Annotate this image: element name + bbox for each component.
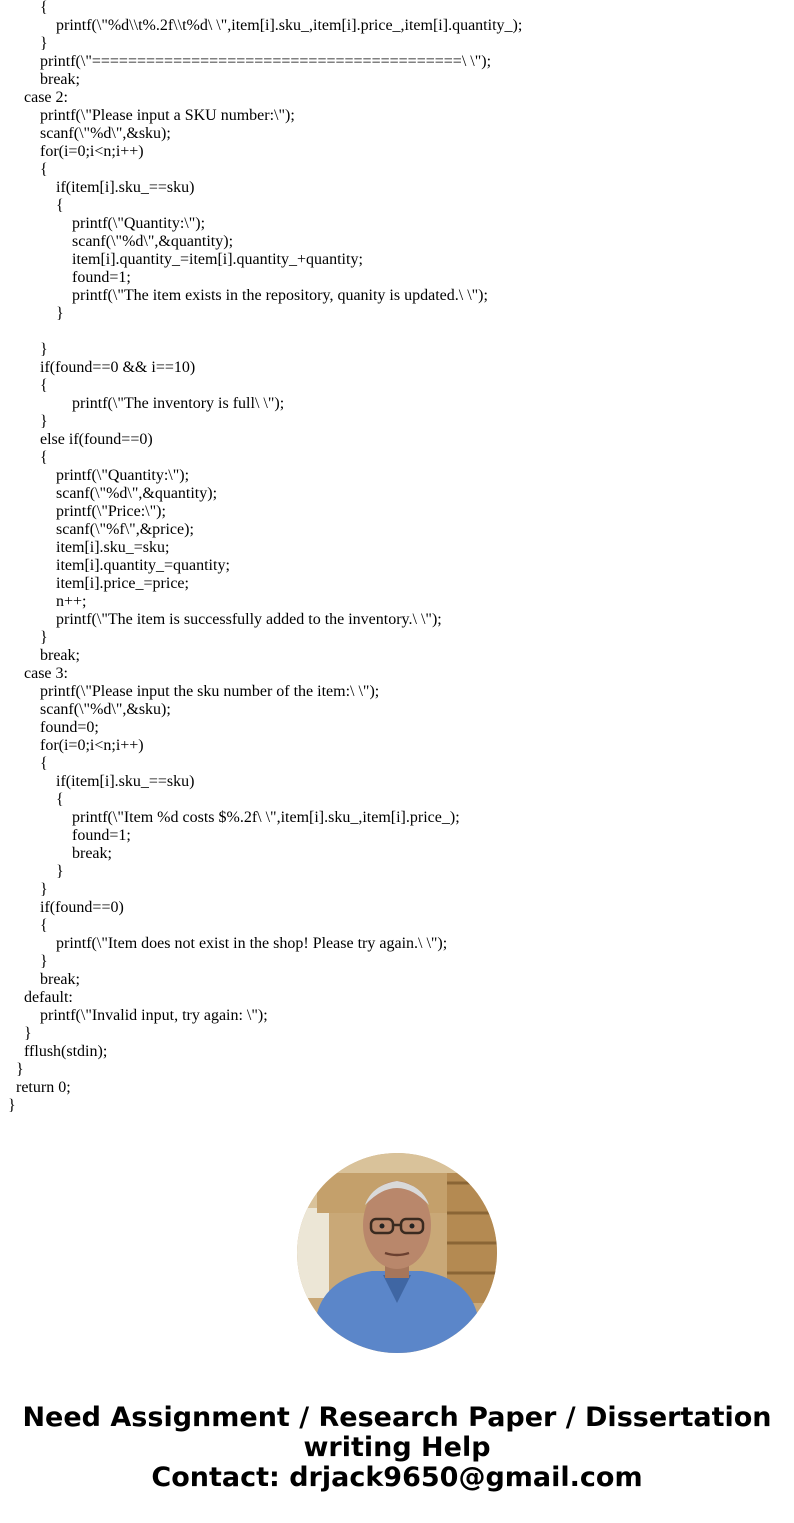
code-line: { [8, 161, 48, 178]
code-line: printf(\"Invalid input, try again: \"); [8, 1007, 268, 1024]
code-line: printf(\"Quantity:\"); [8, 467, 190, 484]
code-line: item[i].quantity_=quantity; [8, 557, 230, 574]
promo-contact: Contact: drjack9650@gmail.com [151, 1462, 643, 1493]
code-line: found=0; [8, 719, 99, 736]
code-line: default: [8, 989, 73, 1006]
code-line: printf(\"=========================================\ \"); [8, 53, 492, 70]
author-photo [297, 1153, 497, 1353]
code-line: } [8, 1061, 24, 1078]
code-line: for(i=0;i<n;i++) [8, 737, 144, 754]
code-line: if(found==0) [8, 899, 124, 916]
code-line: printf(\"Item does not exist in the shop! Please try again.\ \"); [8, 935, 448, 952]
code-line: item[i].sku_=sku; [8, 539, 170, 556]
code-line: } [8, 1025, 32, 1042]
code-line: printf(\"%d\\t%.2f\\t%d\ \",item[i].sku_,item[i].price_,item[i].quantity_); [8, 17, 523, 34]
code-line: scanf(\"%f\",&price); [8, 521, 194, 538]
code-line: break; [8, 71, 80, 88]
code-line: fflush(stdin); [8, 1043, 108, 1060]
code-line: { [8, 449, 48, 466]
code-line: { [8, 917, 48, 934]
code-line: } [8, 305, 64, 322]
code-line: } [8, 35, 48, 52]
portrait-image [297, 1153, 497, 1353]
contact-promo [0, 1403, 794, 1493]
code-line: scanf(\"%d\",&quantity); [8, 485, 218, 502]
code-line: if(item[i].sku_==sku) [8, 773, 195, 790]
code-line: printf(\"Please input a SKU number:\"); [8, 107, 295, 124]
code-line: break; [8, 971, 80, 988]
code-line: found=1; [8, 827, 131, 844]
code-line: found=1; [8, 269, 131, 286]
code-line: scanf(\"%d\",&quantity); [8, 233, 234, 250]
code-line: } [8, 341, 48, 358]
code-line: for(i=0;i<n;i++) [8, 143, 144, 160]
code-line: else if(found==0) [8, 431, 153, 448]
code-line: { [8, 0, 48, 16]
code-line: scanf(\"%d\",&sku); [8, 125, 171, 142]
code-line: case 3: [8, 665, 68, 682]
code-line: printf(\"The item is successfully added to the inventory.\ \"); [8, 611, 442, 628]
code-line: } [8, 953, 48, 970]
code-line: break; [8, 845, 112, 862]
code-line: printf(\"Item %d costs $%.2f\ \",item[i].sku_,item[i].price_); [8, 809, 460, 826]
code-line: } [8, 629, 48, 646]
code-line: printf(\"The inventory is full\ \"); [8, 395, 285, 412]
code-listing [8, 0, 522, 1115]
code-line: } [8, 1097, 16, 1114]
code-line: { [8, 755, 48, 772]
code-line: } [8, 881, 48, 898]
code-line: printf(\"The item exists in the repository, quanity is updated.\ \"); [8, 287, 488, 304]
code-line: printf(\"Price:\"); [8, 503, 166, 520]
code-line: printf(\"Quantity:\"); [8, 215, 206, 232]
code-line: if(item[i].sku_==sku) [8, 179, 195, 196]
code-line: { [8, 377, 48, 394]
promo-line-2: writing Help [303, 1432, 491, 1463]
code-line: { [8, 197, 64, 214]
code-line: break; [8, 647, 80, 664]
code-line: if(found==0 && i==10) [8, 359, 196, 376]
promo-line-1: Need Assignment / Research Paper / Dissertation [22, 1402, 772, 1433]
code-line: { [8, 791, 64, 808]
code-line [8, 323, 522, 341]
code-line: item[i].quantity_=item[i].quantity_+quantity; [8, 251, 363, 268]
code-line: n++; [8, 593, 87, 610]
code-line: scanf(\"%d\",&sku); [8, 701, 171, 718]
code-line: item[i].price_=price; [8, 575, 189, 592]
code-line: printf(\"Please input the sku number of the item:\ \"); [8, 683, 380, 700]
code-line: return 0; [8, 1079, 71, 1096]
code-line: } [8, 413, 48, 430]
code-line: case 2: [8, 89, 68, 106]
code-line: } [8, 863, 64, 880]
